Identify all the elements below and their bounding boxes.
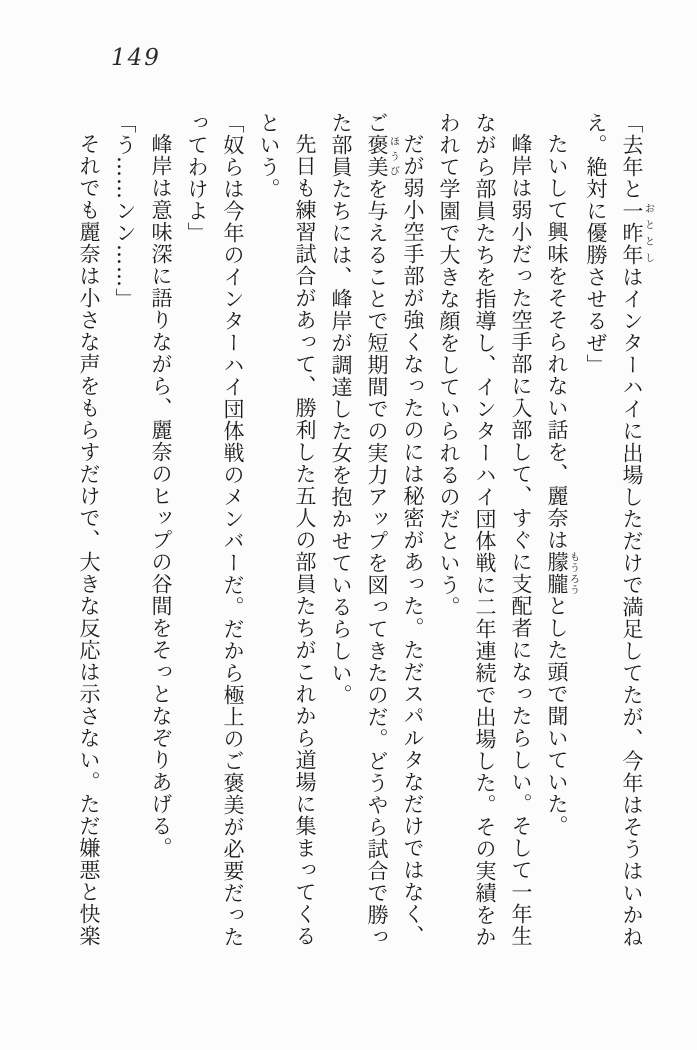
- paragraph-narration: 峰岸は意味深に語りながら、麗奈のヒップの谷間をそっとなぞりあげる。: [149, 133, 173, 859]
- paragraph-narration: 峰岸は弱小だった空手部に入部して、すぐに支配者になったらしい。そして一年生ながら部員たちを指導し、インターハイ団体戦に二年連続で出場した。その実績をかわれて学園で大きな顔をしていられるのだという。: [437, 112, 533, 948]
- furigana-annotated-word: 朦朧もうろう: [545, 551, 579, 595]
- paragraph-narration: たいして興味をそそられない話を、麗奈は朦朧もうろうとした頭で聞いていた。: [545, 133, 579, 837]
- paragraph-narration: それでも麗奈は小さな声をもらすだけで、大きな反応は示さない。ただ嫌悪と快楽: [77, 133, 101, 947]
- paragraph-dialogue: 「う……ンン……」: [113, 112, 137, 310]
- paragraph-dialogue: 「去年と一昨年おととしはインターハイに出場しただけで満足してたが、今年はそうはいかねえ。絶対に優勝させるぜ」: [584, 112, 654, 948]
- page-number: 149: [111, 45, 161, 71]
- paragraph-dialogue: 「奴らは今年のインターハイ団体戦のメンバーだ。だから極上のご褒美が必要だったってわけよ」: [185, 112, 245, 948]
- text-body: [53, 112, 653, 950]
- paragraph-narration: だが弱小空手部が強くなったのには秘密があった。ただスパルタなだけではなく、ご褒美ほうびを与えることで短期間での実力アップを図ってきたのだ。どうやら試合で勝った部員たちには、峰岸が調達した女を抱かせているらしい。: [329, 112, 425, 948]
- paragraph-narration: 先日も練習試合があって、勝利した五人の部員たちがこれから道場に集まってくるという。: [257, 112, 317, 947]
- furigana-annotated-word: 褒美ほうび: [365, 134, 399, 178]
- furigana-annotated-word: 一昨年おととし: [620, 200, 654, 266]
